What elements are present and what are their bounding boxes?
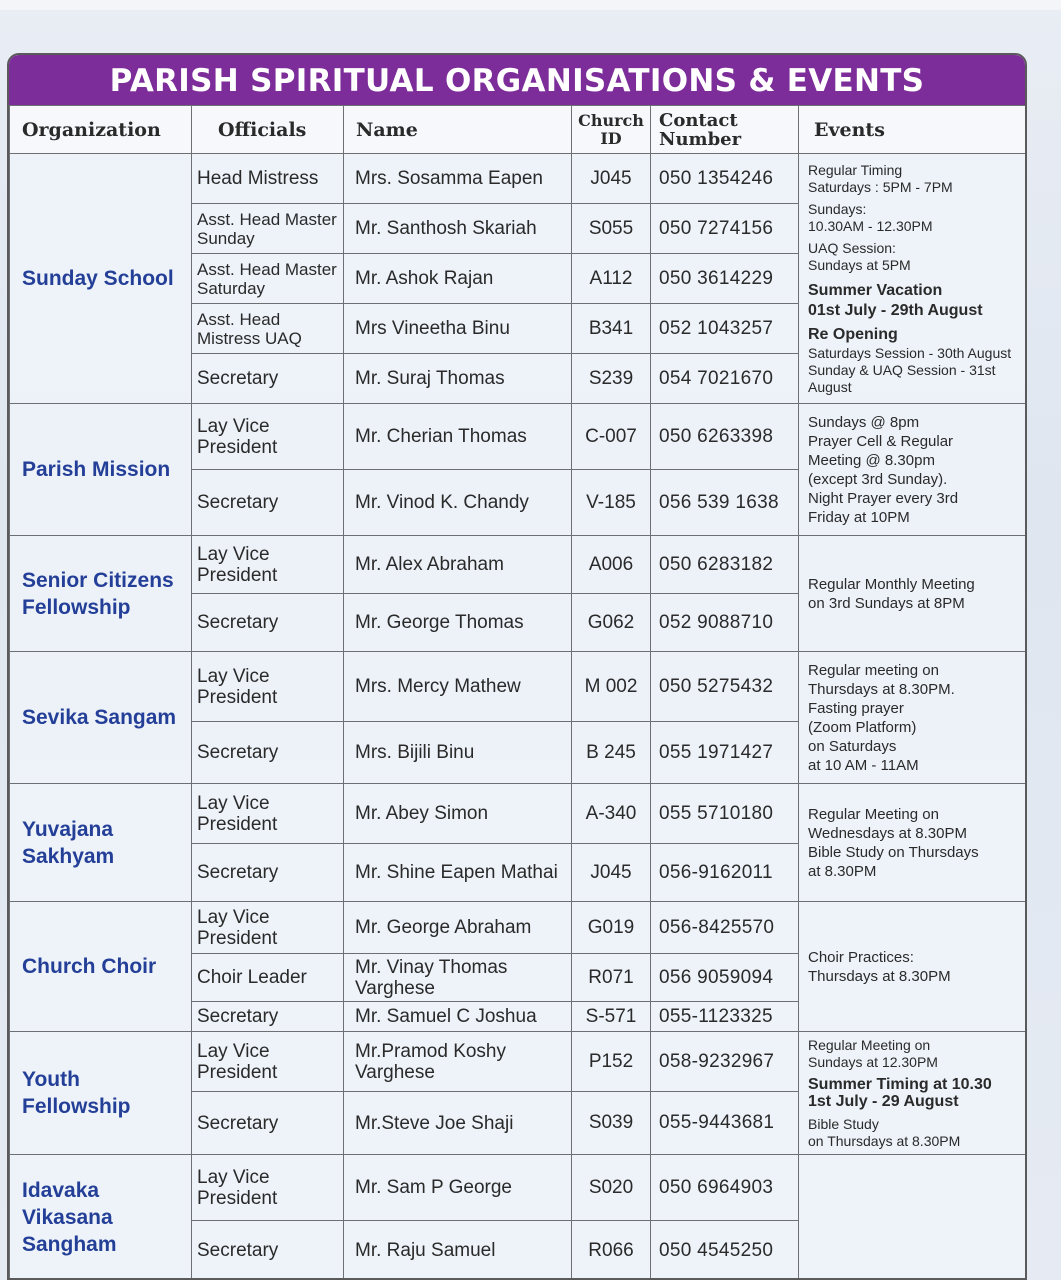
event-line: Sundays: (808, 200, 867, 217)
contact-cell: 050 5275432 (651, 652, 799, 722)
contact-cell: 052 1043257 (651, 304, 799, 354)
header-name: Name (344, 106, 572, 154)
org-youth-fellowship: Youth Fellowship (10, 1032, 192, 1155)
event-line: Choir Practices: (808, 948, 914, 966)
event-line: Sundays at 5PM (808, 256, 911, 273)
church-id-cell: P152 (572, 1032, 651, 1092)
official-cell: Lay Vice President (192, 902, 344, 954)
official-cell: Lay Vice President (192, 404, 344, 470)
header-officials: Officials (192, 106, 344, 154)
event-line: Regular Meeting on (808, 805, 939, 823)
contact-cell: 054 7021670 (651, 354, 799, 404)
official-cell: Asst. Head Master Saturday (192, 254, 344, 304)
contact-cell: 058-9232967 (651, 1032, 799, 1092)
church-id-cell: G062 (572, 594, 651, 652)
official-cell: Lay Vice President (192, 1032, 344, 1092)
official-cell: Lay Vice President (192, 1155, 344, 1221)
event-line: Regular Monthly Meeting (808, 575, 975, 593)
official-cell: Lay Vice President (192, 536, 344, 594)
name-cell: Mr.Pramod Koshy Varghese (344, 1032, 572, 1092)
event-line: at 8.30PM (808, 862, 877, 880)
table-row (10, 1155, 1026, 1221)
name-cell: Mr. Samuel C Joshua (344, 1002, 572, 1032)
name-cell: Mr. Abey Simon (344, 784, 572, 844)
contact-cell: 050 1354246 (651, 154, 799, 204)
events-sevika-sangam (799, 652, 1026, 784)
event-line: Sunday & UAQ Session - 31st August (808, 361, 996, 395)
event-line: Saturdays Session - 30th August (808, 344, 1012, 361)
header-row (10, 106, 1026, 154)
event-line: Sundays @ 8pm (808, 413, 920, 431)
event-line: at 10 AM - 11AM (808, 756, 919, 774)
contact-cell: 056 539 1638 (651, 470, 799, 536)
church-id-cell: S039 (572, 1092, 651, 1155)
events-parish-mission (799, 404, 1026, 536)
table-row (10, 652, 1026, 722)
church-id-cell: M 002 (572, 652, 651, 722)
name-cell: Mrs Vineetha Binu (344, 304, 572, 354)
event-line: Bible Study on Thursdays (808, 843, 979, 861)
official-cell: Secretary (192, 354, 344, 404)
official-cell: Secretary (192, 1002, 344, 1032)
org-yuvajana-sakhyam: Yuvajana Sakhyam (10, 784, 192, 902)
church-id-cell: V-185 (572, 470, 651, 536)
church-id-cell: A-340 (572, 784, 651, 844)
event-line: Friday at 10PM (808, 508, 910, 526)
name-cell: Mrs. Sosamma Eapen (344, 154, 572, 204)
church-id-cell: S239 (572, 354, 651, 404)
org-church-choir: Church Choir (10, 902, 192, 1032)
name-cell: Mr. Ashok Rajan (344, 254, 572, 304)
contact-cell: 050 6263398 (651, 404, 799, 470)
header-events: Events (799, 106, 1026, 154)
contact-cell: 050 7274156 (651, 204, 799, 254)
name-cell: Mr. George Thomas (344, 594, 572, 652)
event-line: Saturdays : 5PM - 7PM (808, 178, 953, 195)
contact-cell: 055 5710180 (651, 784, 799, 844)
org-sevika-sangam: Sevika Sangam (10, 652, 192, 784)
name-cell: Mr.Steve Joe Shaji (344, 1092, 572, 1155)
org-senior-citizens-fellowship: Senior Citizens Fellowship (10, 536, 192, 652)
contact-cell: 050 3614229 (651, 254, 799, 304)
event-line: Re Opening (808, 325, 898, 343)
official-cell: Asst. Head Mistress UAQ (192, 304, 344, 354)
official-cell: Secretary (192, 844, 344, 902)
event-line: UAQ Session: (808, 239, 896, 256)
event-line: Wednesdays at 8.30PM (808, 824, 967, 842)
name-cell: Mr. Santhosh Skariah (344, 204, 572, 254)
church-id-cell: R066 (572, 1221, 651, 1280)
header-church-id-line2: ID (600, 128, 622, 148)
church-id-cell: C-007 (572, 404, 651, 470)
event-line: 1st July - 29 August (808, 1092, 959, 1110)
church-id-cell: J045 (572, 154, 651, 204)
official-cell: Choir Leader (192, 954, 344, 1002)
table-row (10, 902, 1026, 954)
events-senior-citizens (799, 536, 1026, 652)
name-cell: Mrs. Mercy Mathew (344, 652, 572, 722)
church-id-cell: S055 (572, 204, 651, 254)
name-cell: Mr. Vinay Thomas Varghese (344, 954, 572, 1002)
event-line: Regular Timing (808, 161, 903, 178)
official-cell: Secretary (192, 722, 344, 784)
name-cell: Mr. Vinod K. Chandy (344, 470, 572, 536)
contact-cell: 055-1123325 (651, 1002, 799, 1032)
church-id-cell: A006 (572, 536, 651, 594)
events-church-choir (799, 902, 1026, 1032)
official-cell: Secretary (192, 470, 344, 536)
event-line: Thursdays at 8.30PM. (808, 680, 955, 698)
name-cell: Mr. George Abraham (344, 902, 572, 954)
official-cell: Secretary (192, 1221, 344, 1280)
event-line: Summer Vacation (808, 281, 943, 299)
events-sunday-school (799, 154, 1026, 404)
event-line: Prayer Cell & Regular (808, 432, 954, 450)
event-line: on Saturdays (808, 737, 897, 755)
org-sunday-school: Sunday School (10, 154, 192, 404)
name-cell: Mrs. Bijili Binu (344, 722, 572, 784)
contact-cell: 052 9088710 (651, 594, 799, 652)
header-contact (651, 106, 799, 154)
name-cell: Mr. Alex Abraham (344, 536, 572, 594)
contact-cell: 056-8425570 (651, 902, 799, 954)
header-church-id (572, 106, 651, 154)
official-cell: Lay Vice President (192, 784, 344, 844)
event-line: (except 3rd Sunday). (808, 470, 948, 488)
table-row (10, 536, 1026, 594)
church-id-cell: R071 (572, 954, 651, 1002)
church-id-cell: G019 (572, 902, 651, 954)
table-row (10, 1032, 1026, 1092)
event-line: Night Prayer every 3rd (808, 489, 959, 507)
header-church-id-line1: Church (578, 110, 644, 130)
event-line: Thursdays at 8.30PM (808, 967, 951, 985)
header-organization: Organization (10, 106, 192, 154)
event-line: 10.30AM - 12.30PM (808, 217, 933, 234)
organisations-table (9, 105, 1026, 1280)
events-yuvajana-sakhyam (799, 784, 1026, 902)
official-cell: Lay Vice President (192, 652, 344, 722)
event-line: 01st July - 29th August (808, 301, 983, 319)
official-cell: Secretary (192, 1092, 344, 1155)
church-id-cell: B341 (572, 304, 651, 354)
church-id-cell: S020 (572, 1155, 651, 1221)
event-line: Sundays at 12.30PM (808, 1053, 938, 1070)
table-row (10, 404, 1026, 470)
church-id-cell: S-571 (572, 1002, 651, 1032)
contact-cell: 056 9059094 (651, 954, 799, 1002)
name-cell: Mr. Raju Samuel (344, 1221, 572, 1280)
name-cell: Mr. Suraj Thomas (344, 354, 572, 404)
table-row (10, 784, 1026, 844)
event-line: Bible Study (808, 1115, 879, 1132)
event-line: Fasting prayer (808, 699, 904, 717)
event-line: (Zoom Platform) (808, 718, 917, 736)
event-line: Regular Meeting on (808, 1036, 931, 1053)
contact-cell: 056-9162011 (651, 844, 799, 902)
table-row (10, 154, 1026, 204)
contact-cell: 050 4545250 (651, 1221, 799, 1280)
church-id-cell: J045 (572, 844, 651, 902)
event-line: on Thursdays at 8.30PM (808, 1132, 961, 1149)
events-youth-fellowship (799, 1032, 1026, 1155)
church-id-cell: A112 (572, 254, 651, 304)
header-contact-line2: Number (659, 128, 742, 150)
org-parish-mission: Parish Mission (10, 404, 192, 536)
event-line: Summer Timing at 10.30 (808, 1075, 992, 1093)
event-line: Regular meeting on (808, 661, 939, 679)
name-cell: Mr. Shine Eapen Mathai (344, 844, 572, 902)
church-id-cell: B 245 (572, 722, 651, 784)
name-cell: Mr. Sam P George (344, 1155, 572, 1221)
organisations-card (7, 53, 1027, 1280)
official-cell: Asst. Head Master Sunday (192, 204, 344, 254)
official-cell: Head Mistress (192, 154, 344, 204)
event-line: on 3rd Sundays at 8PM (808, 594, 965, 612)
events-idavaka-vikasana (799, 1155, 1026, 1280)
name-cell: Mr. Cherian Thomas (344, 404, 572, 470)
page-top-strip (0, 0, 1061, 10)
org-idavaka-vikasana-sangham: Idavaka Vikasana Sangham (10, 1155, 192, 1280)
contact-cell: 055 1971427 (651, 722, 799, 784)
contact-cell: 055-9443681 (651, 1092, 799, 1155)
event-line: Meeting @ 8.30pm (808, 451, 935, 469)
official-cell: Secretary (192, 594, 344, 652)
header-contact-line1: Contact (659, 109, 738, 131)
page-title: PARISH SPIRITUAL ORGANISATIONS & EVENTS (9, 55, 1025, 105)
contact-cell: 050 6283182 (651, 536, 799, 594)
contact-cell: 050 6964903 (651, 1155, 799, 1221)
